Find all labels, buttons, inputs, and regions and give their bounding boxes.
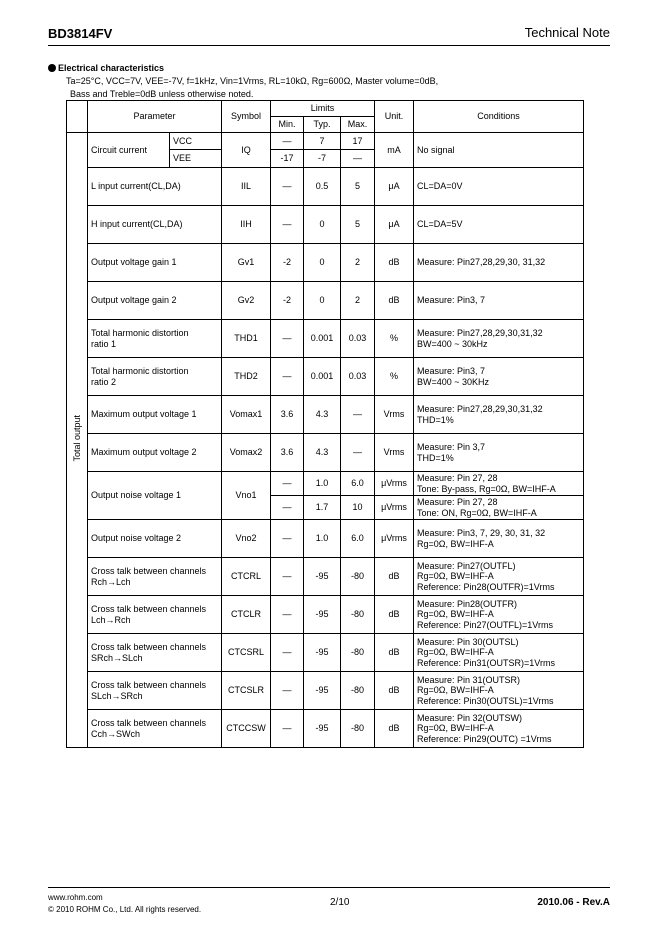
table-row: Total output Circuit current VCC IQ — 7 17 mA No signal [67,133,584,150]
test-conditions-line2: Bass and Treble=0dB unless otherwise noted. [70,89,254,99]
table-row: Maximum output voltage 1 Vomax1 3.6 4.3 — Vrms Measure: Pin27,28,29,30,31,32 THD=1% [67,396,584,434]
table-row: Output voltage gain 2 Gv2 -2 0 2 dB Measure: Pin3, 7 [67,282,584,320]
section-title-text: Electrical characteristics [58,63,165,73]
table-row: Total harmonic distortion ratio 1 THD1 — 0.001 0.03 % Measure: Pin27,28,29,30,31,32 BW=400 ~ 30kHz [67,320,584,358]
part-number: BD3814FV [48,26,113,41]
table-row: Cross talk between channels SLch→SRch CTCSLR — -95 -80 dB Measure: Pin 31(OUTSR) Rg=0Ω, BW=IHF-A Reference: Pin30(OUTSL)=1Vrms [67,672,584,710]
footer-url: www.rohm.com [48,893,103,902]
table-row: Output noise voltage 2 Vno2 — 1.0 6.0 μVrms Measure: Pin3, 7, 29, 30, 31, 32 Rg=0Ω, BW=IHF-A [67,520,584,558]
test-conditions-line1: Ta=25°C, VCC=7V, VEE=-7V, f=1kHz, Vin=1Vrms, RL=10kΩ, Rg=600Ω, Master volume=0dB, [66,76,439,86]
table-row: Cross talk between channels Cch→SWch CTCCSW — -95 -80 dB Measure: Pin 32(OUTSW) Rg=0Ω, BW=IHF-A Reference: Pin29(OUTC) =1Vrms [67,710,584,748]
table-row: Cross talk between channels Rch→Lch CTCRL — -95 -80 dB Measure: Pin27(OUTFL) Rg=0Ω, BW=IHF-A Reference: Pin28(OUTFR)=1Vrms [67,558,584,596]
col-unit: Unit. [375,101,414,133]
table-row: Maximum output voltage 2 Vomax2 3.6 4.3 — Vrms Measure: Pin 3,7 THD=1% [67,434,584,472]
bullet-icon [48,64,56,72]
col-limits: Limits [271,101,375,117]
table-row: Output noise voltage 1 Vno1 — 1.0 6.0 μVrms Measure: Pin 27, 28 Tone: By-pass, Rg=0Ω, BW=IHF-A [67,472,584,496]
footer-copyright: © 2010 ROHM Co., Ltd. All rights reserved. [48,905,202,914]
group-label: Total output [71,415,82,463]
table-row: Total harmonic distortion ratio 2 THD2 — 0.001 0.03 % Measure: Pin3, 7 BW=400 ~ 30KHz [67,358,584,396]
col-symbol: Symbol [222,101,271,133]
col-parameter: Parameter [88,101,222,133]
col-typ: Typ. [304,117,341,133]
table-row: H input current(CL,DA) IIH — 0 5 μA CL=DA=5V [67,206,584,244]
table-row: Cross talk between channels SRch→SLch CTCSRL — -95 -80 dB Measure: Pin 30(OUTSL) Rg=0Ω, BW=IHF-A Reference: Pin31(OUTSR)=1Vrms [67,634,584,672]
electrical-characteristics-table: Parameter Symbol Limits Unit. Conditions Min. Typ. Max. Total output Circuit current VCC IQ — 7 17 mA No signal VEE -17 -7 — L input current(CL,DA) IIL — 0.5 5 μA CL=DA=0V H input current(CL,DA) IIH — 0 5 μA CL=DA=5V Output voltage gain 1 Gv1 -2 0 2 dB Measure: Pin27,28,29,30, 31,32 Output voltage gain 2 Gv2 -2 0 2 dB Measure: Pin3, 7 Total harmonic distortion ratio 1 THD1 — 0.001 0.03 % Measure: Pin27,28,29,30,31,32 BW=400 ~ 30kHz Total harmonic distortion ratio 2 THD2 — 0.001 0.03 % Measure: Pin3, 7 BW=400 ~ 30KHz Maximum output voltage 1 Vomax1 3.6 4.3 — Vrms Measure: Pin27,28,29,30,31,32 THD=1% Maximum output voltage 2 Vomax2 3.6 4.3 — Vrms Measure: Pin 3,7 THD=1% Output noise voltage 1 Vno1 — 1.0 6.0 μVrms Measure: Pin 27, 28 Tone: By-pass, Rg=0Ω, BW=IHF-A — 1.7 10 μVrms Measure: Pin 27, 28 Tone: ON, Rg=0Ω, BW=IHF-A Output noise voltage 2 Vno2 — 1.0 6.0 μVrms Measure: Pin3, 7, 29, 30, 31, 32 Rg=0Ω, BW=IHF-A Cross talk between channels Rch→Lch CTCRL — -95 -80 dB Measure: Pin27(OUTFL) Rg=0Ω, BW=IHF-A Reference: Pin28(OUTFR)=1Vrms Cross talk between channels Lch→Rch CTCLR — -95 -80 dB Measure: Pin28(OUTFR) Rg=0Ω, BW=IHF-A Reference: Pin27(OUTFL)=1Vrms Cross talk between channels SRch→SLch CTCSRL — -95 -80 dB Measure: Pin 30(OUTSL) Rg=0Ω, BW=IHF-A Reference: Pin31(OUTSR)=1Vrms Cross talk between channels SLch→SRch CTCSLR — -95 -80 dB Measure: Pin 31(OUTSR) Rg=0Ω, BW=IHF-A Reference: Pin30(OUTSL)=1Vrms Cross talk between channels Cch→SWch CTCCSW — -95 -80 dB Measure: Pin 32(OUTSW) Rg=0Ω, BW=IHF-A Reference: Pin29(OUTC) =1Vrms [66,100,584,748]
doc-type: Technical Note [524,25,610,40]
col-conditions: Conditions [414,101,584,133]
page-number: 2/10 [330,897,350,908]
header-row [67,101,584,117]
footer-rule [48,887,610,888]
revision: 2010.06 - Rev.A [537,897,610,908]
group-label-cell [67,133,88,748]
col-max: Max. [341,117,375,133]
col-min: Min. [271,117,304,133]
header-rule [48,45,610,46]
table-row: Output voltage gain 1 Gv1 -2 0 2 dB Measure: Pin27,28,29,30, 31,32 [67,244,584,282]
section-title [48,63,164,73]
table-row: Cross talk between channels Lch→Rch CTCLR — -95 -80 dB Measure: Pin28(OUTFR) Rg=0Ω, BW=IHF-A Reference: Pin27(OUTFL)=1Vrms [67,596,584,634]
table-row: L input current(CL,DA) IIL — 0.5 5 μA CL=DA=0V [67,168,584,206]
